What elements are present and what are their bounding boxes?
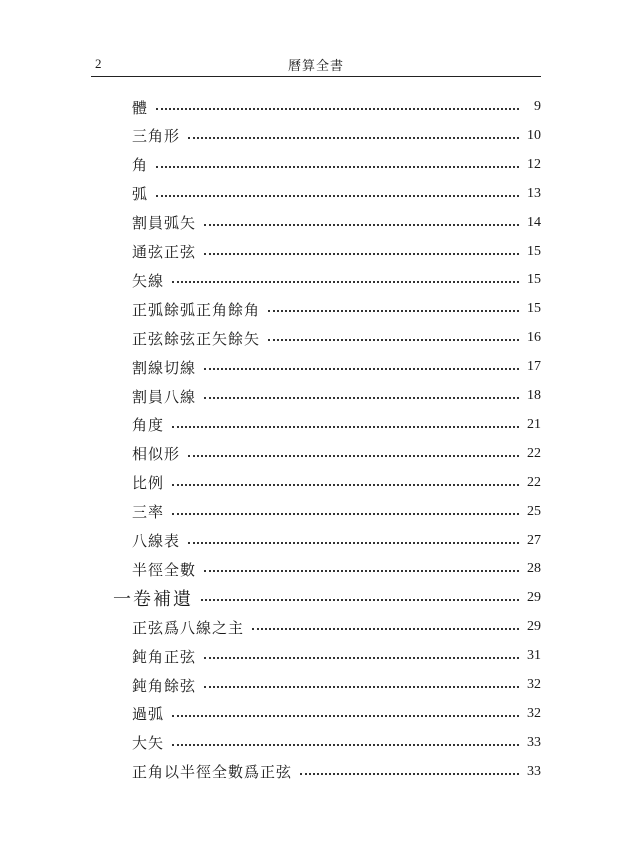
page-header xyxy=(91,54,541,76)
toc-entry xyxy=(132,644,541,668)
toc-entry xyxy=(132,413,541,437)
toc-entry-page: 18 xyxy=(527,388,541,403)
toc-entry xyxy=(132,240,541,264)
toc-entry-title: 過弧 xyxy=(132,705,165,724)
dot-leader xyxy=(204,570,519,572)
toc-entry xyxy=(132,297,541,321)
toc-entry-page: 15 xyxy=(527,301,541,317)
dot-leader xyxy=(201,599,519,601)
toc-entry-page: 32 xyxy=(527,677,541,692)
header-rule xyxy=(91,76,541,77)
toc-entry xyxy=(132,673,541,697)
toc-entry-title: 角度 xyxy=(132,416,165,435)
dot-leader xyxy=(188,542,519,544)
toc-entry-title: 正弦餘弦正矢餘矢 xyxy=(132,329,261,348)
toc-entry-page: 22 xyxy=(527,445,541,461)
toc-entry xyxy=(132,442,541,466)
toc-entry-title: 一卷補遺 xyxy=(113,589,193,611)
toc-entry-title: 角 xyxy=(132,156,149,175)
toc-entry-page: 21 xyxy=(527,416,541,432)
toc-entry-title: 八線表 xyxy=(132,532,181,550)
toc-entry xyxy=(132,211,541,235)
dot-leader xyxy=(204,253,519,255)
dot-leader xyxy=(204,657,519,659)
toc-entry-page: 22 xyxy=(527,474,541,490)
toc-entry-title: 三率 xyxy=(132,503,165,522)
dot-leader xyxy=(188,455,519,457)
toc-entry xyxy=(132,500,541,524)
page-number: 2 xyxy=(95,56,102,71)
dot-leader xyxy=(156,108,519,110)
toc-entry xyxy=(132,731,541,755)
toc-entry-title: 正角以半徑全數爲正弦 xyxy=(132,763,293,782)
toc-entry-title: 三角形 xyxy=(132,127,181,146)
toc-entry-title: 比例 xyxy=(132,474,165,493)
toc-entry-title: 鈍角餘弦 xyxy=(132,676,197,695)
toc-entry-title: 通弦正弦 xyxy=(132,243,197,261)
toc-entry xyxy=(132,760,541,784)
dot-leader xyxy=(252,628,519,630)
toc-entry-page: 13 xyxy=(527,185,541,201)
toc-entry-page: 15 xyxy=(527,243,541,259)
toc-entry-title: 大矢 xyxy=(132,734,165,753)
dot-leader xyxy=(188,137,519,139)
toc-entry-page: 28 xyxy=(527,561,541,577)
dot-leader xyxy=(204,224,519,226)
toc-entry-page: 29 xyxy=(527,619,541,635)
dot-leader xyxy=(204,686,519,688)
toc-entry-title: 鈍角正弦 xyxy=(132,647,197,666)
dot-leader xyxy=(204,397,519,399)
toc-entry-page: 17 xyxy=(527,359,541,375)
toc-entry-page: 14 xyxy=(527,214,541,230)
toc-entry xyxy=(132,355,541,379)
toc-entry-page: 32 xyxy=(527,705,541,721)
toc-entry-title: 半徑全數 xyxy=(132,560,197,579)
dot-leader xyxy=(300,773,519,775)
toc-entry xyxy=(132,557,541,581)
toc-entry-page: 29 xyxy=(527,590,541,606)
toc-entry xyxy=(132,95,541,119)
toc-entry-page: 25 xyxy=(527,503,541,519)
dot-leader xyxy=(172,281,519,283)
toc-entry-title: 正弦爲八線之主 xyxy=(132,618,245,637)
toc-entry-title: 割線切線 xyxy=(132,358,197,377)
dot-leader xyxy=(268,310,519,312)
dot-leader xyxy=(172,715,519,717)
dot-leader xyxy=(172,744,519,746)
dot-leader xyxy=(268,339,519,341)
toc-entry-page: 16 xyxy=(527,330,541,346)
toc-entry-title: 割員弧矢 xyxy=(132,214,197,233)
toc-entry xyxy=(132,182,541,206)
toc-entry xyxy=(132,529,541,553)
dot-leader xyxy=(172,426,519,428)
toc-entry-page: 33 xyxy=(527,763,541,779)
toc-entry-title: 矢線 xyxy=(132,271,165,290)
toc-entry-page: 27 xyxy=(527,532,541,548)
toc-entry xyxy=(132,702,541,726)
toc-entry-page: 33 xyxy=(527,734,541,750)
book-title: 曆算全書 xyxy=(287,59,344,74)
toc-entry-page: 12 xyxy=(527,156,541,172)
dot-leader xyxy=(172,513,519,515)
toc-entry xyxy=(132,384,541,408)
toc-entry xyxy=(132,124,541,148)
toc-entry-title: 割員八線 xyxy=(132,387,197,406)
toc-entry-title: 弧 xyxy=(132,185,149,204)
toc-entry-page: 31 xyxy=(527,648,541,664)
dot-leader xyxy=(172,484,519,486)
toc-entry-title: 正弧餘弧正角餘角 xyxy=(132,300,261,319)
toc-entry-title: 體 xyxy=(132,98,149,117)
toc-entry-page: 10 xyxy=(527,127,541,143)
toc-entry xyxy=(132,615,541,639)
dot-leader xyxy=(204,368,519,370)
toc-entry xyxy=(132,153,541,177)
toc-entry xyxy=(113,586,541,610)
dot-leader xyxy=(156,195,519,197)
toc-entry xyxy=(132,471,541,495)
toc-entry xyxy=(132,326,541,350)
dot-leader xyxy=(156,166,519,168)
toc-entry-title: 相似形 xyxy=(132,445,181,464)
toc-entry-page: 15 xyxy=(527,272,541,288)
toc-entry xyxy=(132,268,541,292)
toc-entry-page: 9 xyxy=(534,99,541,114)
